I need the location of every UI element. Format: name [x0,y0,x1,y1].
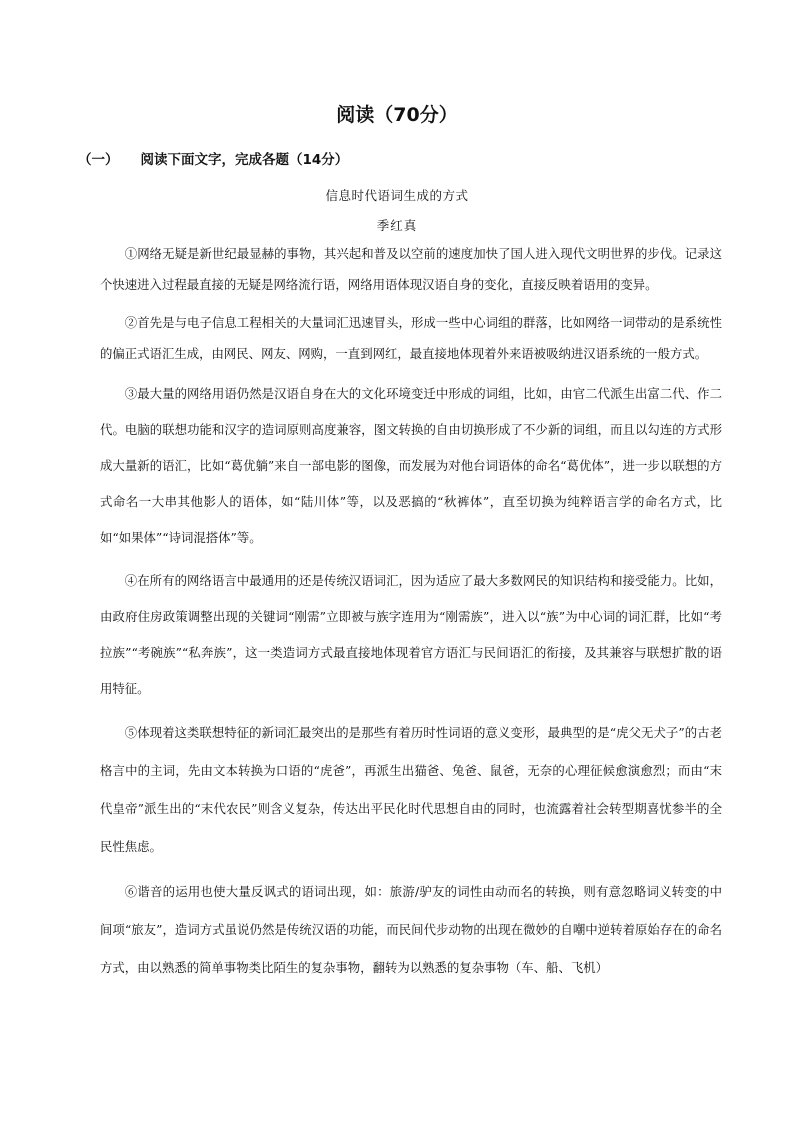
paragraph-1: ①网络无疑是新世纪最显赫的事物，其兴起和普及以空前的速度加快了国人进入现代文明世界的步伐。记录这个快速进入过程最直接的无疑是网络流行语，网络用语体现汉语自身的变化，直接反映着语用的变异。 [100,246,722,292]
page-title: 阅读（70分） [336,104,458,126]
paragraph-6: ⑥谐音的运用也使大量反讽式的语词出现，如：旅游/驴友的词性由动而名的转换，则有意忽略词义转变的中间项“旅友”，造词方式虽说仍然是传统汉语的功能，而民间代步动物的出现在微妙的自嘲中逆转着原始存在的命名方式，由以熟悉的简单事物类比陌生的复杂事物，翻转为以熟悉的复杂事物（车、船、飞机） [100,884,722,975]
article-title: 信息时代语词生成的方式 [325,188,469,203]
section-heading [78,148,348,168]
section-number: （一） [78,152,119,168]
paragraph-5: ⑤体现着这类联想特征的新词汇最突出的是那些有着历时性词语的意义变形，最典型的是“虎父无犬子”的古老格言中的主词，先由文本转换为口语的“虎爸”，再派生出猫爸、兔爸、鼠爸，无奈的心理征候愈演愈烈；而由“末代皇帝”派生出的“末代农民”则含义复杂，传达出平民化时代思想自由的同时，也流露着社会转型期喜忧参半的全民性焦虑。 [100,725,722,854]
article-author: 季红真 [376,218,418,233]
paragraph-2: ②首先是与电子信息工程相关的大量词汇迅速冒头，形成一些中心词组的群落，比如网络一词带动的是系统性的偏正式语汇生成，由网民、网友、网购，一直到网红，最直接地体现着外来语被吸纳进汉语系统的一般方式。 [100,315,722,361]
article-body [100,238,722,994]
paragraph-4: ④在所有的网络语言中最通用的还是传统汉语词汇，因为适应了最大多数网民的知识结构和接受能力。比如，由政府住房政策调整出现的关键词“刚需”立即被与族字连用为“刚需族”，进入以“族”为中心词的词汇群，比如“考拉族”“考碗族”“私奔族”，这一类造词方式最直接地体现着官方语汇与民间语汇的衔接，及其兼容与联想扩散的语用特征。 [100,573,722,696]
paragraph-3: ③最大量的网络用语仍然是汉语自身在大的文化环境变迁中形成的词组，比如，由官二代派生出富二代、作二代。电脑的联想功能和汉字的造词原则高度兼容，图文转换的自由切换形成了不少新的词组，而且以勾连的方式形成大量新的语汇，比如“葛优躺”来自一部电影的图像，而发展为对他台词语体的命名“葛优体”，进一步以联想的方式命名一大串其他影人的语体，如“陆川体”等，以及恶搞的“秋裤体”，直至切换为纯粹语言学的命名方式，比如“如果体”“诗词混搭体”等。 [100,386,722,545]
section-instruction: 阅读下面文字，完成各题（14分） [140,152,349,168]
